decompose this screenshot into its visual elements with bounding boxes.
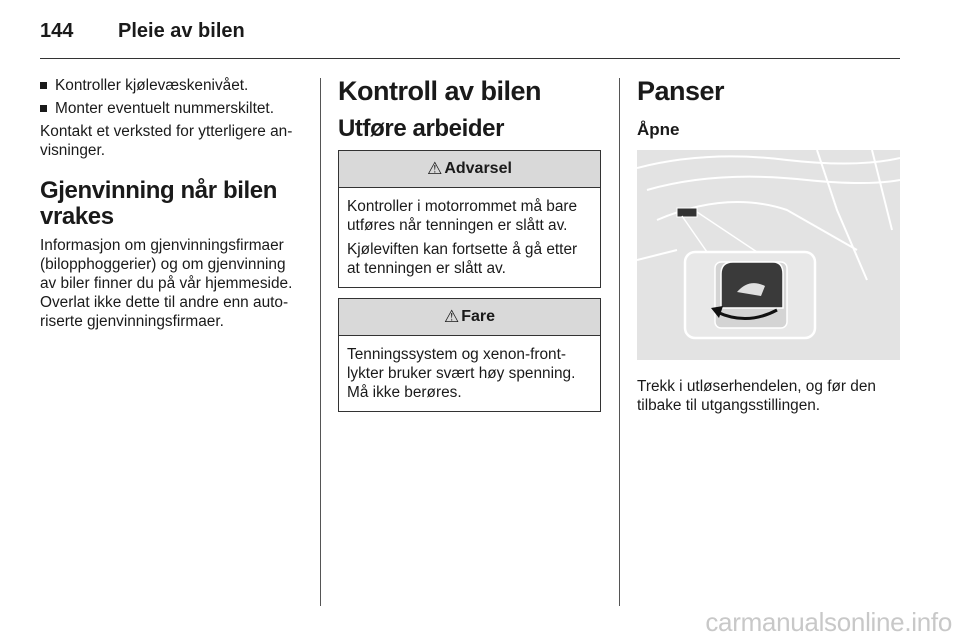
danger-box-body [339,336,600,411]
list-item-text: Kontroller kjølevæskenivået. [55,77,249,94]
running-title: Pleie av bilen [118,20,245,42]
warning-box-header [339,151,600,188]
page-number: 144 [40,20,74,42]
bullet-square-icon [40,105,47,112]
warning-text: Kontroller i motorrommet må bare utføres når tenningen er slått av. [347,198,578,234]
list-item-text: Monter eventuelt nummerskiltet. [55,100,274,117]
danger-box [338,298,601,412]
column-right [637,76,900,415]
section-heading: Utføre arbeider [338,115,505,142]
chapter-heading: Kontroll av bilen [338,76,542,106]
list-item [40,76,302,95]
warning-triangle-icon: ⚠ [427,159,443,178]
page-header [40,18,900,58]
column-middle [338,76,601,412]
column-divider [320,78,321,606]
warning-text: Kjøleviften kan fortsette å gå etter at tenningen er slått av. [347,241,578,277]
bullet-square-icon [40,82,47,89]
danger-title: Fare [461,308,496,325]
warning-triangle-icon: ⚠ [443,307,460,326]
column-left [40,76,302,331]
danger-box-header [339,299,600,336]
section-heading: Gjenvinning når bilen vrakes [40,177,277,230]
column-divider [619,78,620,606]
body-paragraph: Kontakt et verksted for ytterligere an- visninger. [40,123,293,159]
chapter-heading: Panser [637,76,725,106]
warning-box-body [339,188,600,287]
warning-title: Advarsel [444,160,512,177]
warning-box [338,150,601,288]
list-item [40,99,302,118]
section-heading: Åpne [637,120,680,139]
header-rule [40,58,900,59]
body-paragraph: Informasjon om gjenvinningsfirmaer (bilopphoggerier) og om gjenvinning av biler finner du på vår hjemmeside. Overlat ikke dette til andre enn auto-riserte gjenvinningsfirmaer. [40,237,293,330]
hood-release-illustration [637,150,900,360]
figure-caption: Trekk i utløserhendelen, og før den tilbake til utgangsstillingen. [637,378,876,414]
watermark: carmanualsonline.info [705,607,952,637]
danger-text: Tenningssystem og xenon-front-lykter bruker svært høy spenning. Må ikke berøres. [347,346,576,401]
